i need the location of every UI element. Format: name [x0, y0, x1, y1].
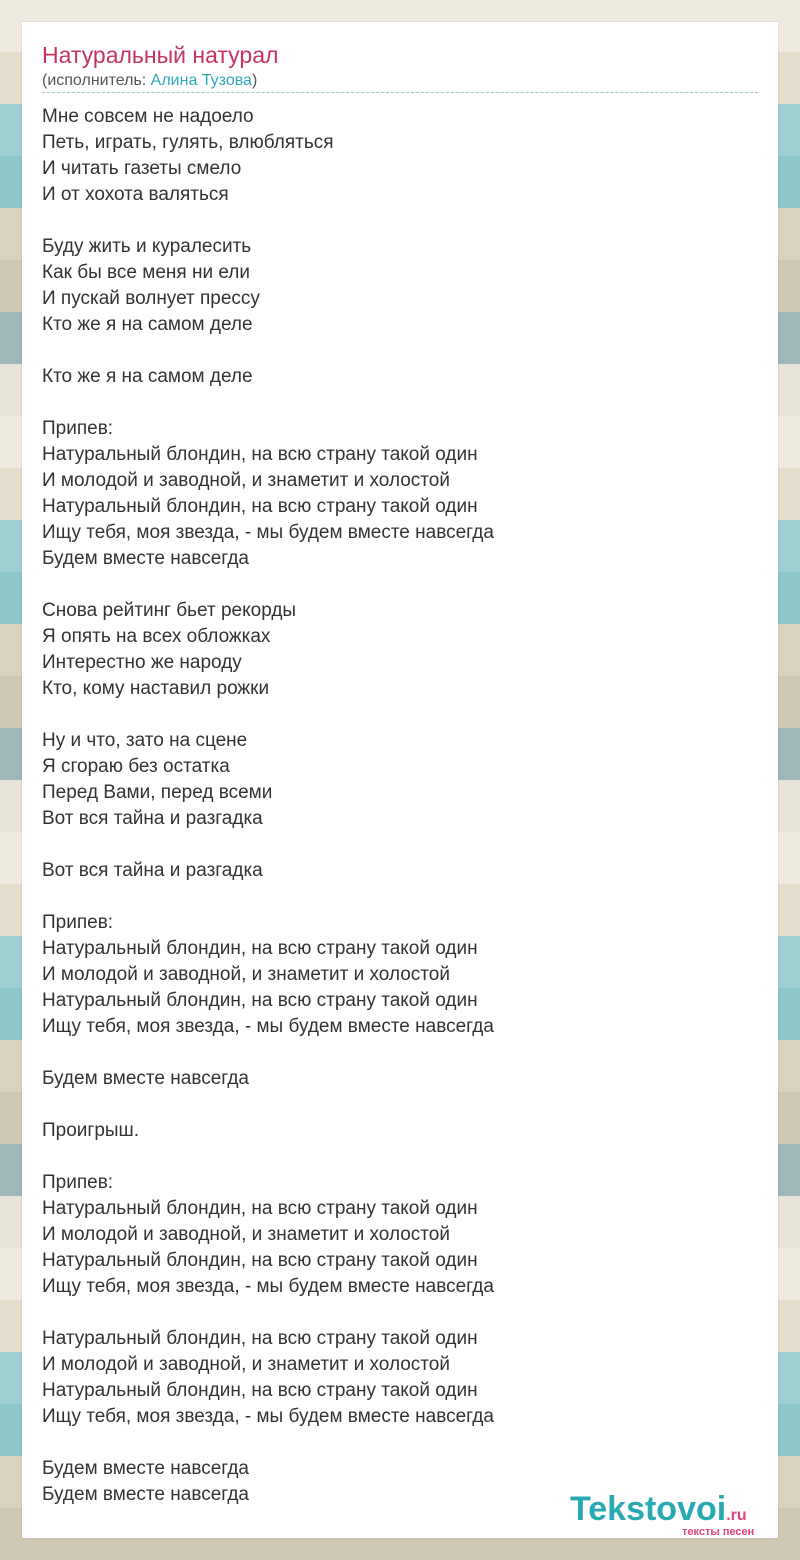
site-logo[interactable] — [570, 1490, 780, 1540]
song-title: Натуральный натурал — [42, 42, 279, 68]
title-divider — [42, 92, 758, 93]
lyrics-card — [22, 22, 778, 1538]
performer-line — [42, 72, 257, 90]
logo-tld: .ru — [726, 1507, 747, 1524]
performer-prefix: (исполнитель: — [42, 72, 151, 89]
lyrics-text: Мне совсем не надоело Петь, играть, гулять, влюбляться И читать газеты смело И от хохота валяться Буду жить и куралесить Как бы все меня ни ели И пускай волнует прессу Кто же я на самом деле Кто же я на самом деле Припев: Натуральный блондин, на всю страну такой один И молодой и заводной, и знаметит и холостой Натуральный блондин, на всю страну такой один Ищу тебя, моя звезда, - мы будем вместе навсегда Будем вместе навсегда Снова рейтинг бьет рекорды Я опять на всех обложках Интерестно же народу Кто, кому наставил рожки Ну и что, зато на сцене Я сгораю без остатка Перед Вами, перед всеми Вот вся тайна и разгадка Вот вся тайна и разгадка Припев: Натуральный блондин, на всю страну такой один И молодой и заводной, и знаметит и холостой Натуральный блондин, на всю страну такой один Ищу тебя, моя звезда, - мы будем вместе навсегда Будем вместе навсегда Проигрыш. Припев: Натуральный блондин, на всю страну такой один И молодой и заводной, и знаметит и холостой Натуральный блондин, на всю страну такой один Ищу тебя, моя звезда, - мы будем вместе навсегда Натуральный блондин, на всю страну такой один И молодой и заводной, и знаметит и холостой Натуральный блондин, на всю страну такой один Ищу тебя, моя звезда, - мы будем вместе навсегда Будем вместе навсегда Будем вместе навсегда — [42, 106, 494, 1505]
logo-main-text: Tekstovoi — [570, 1490, 727, 1528]
logo-tagline: тексты песен — [682, 1526, 755, 1538]
artist-link[interactable]: Алина Тузова — [150, 72, 252, 89]
performer-suffix: ) — [251, 72, 258, 89]
logo-wordmark — [570, 1490, 747, 1529]
